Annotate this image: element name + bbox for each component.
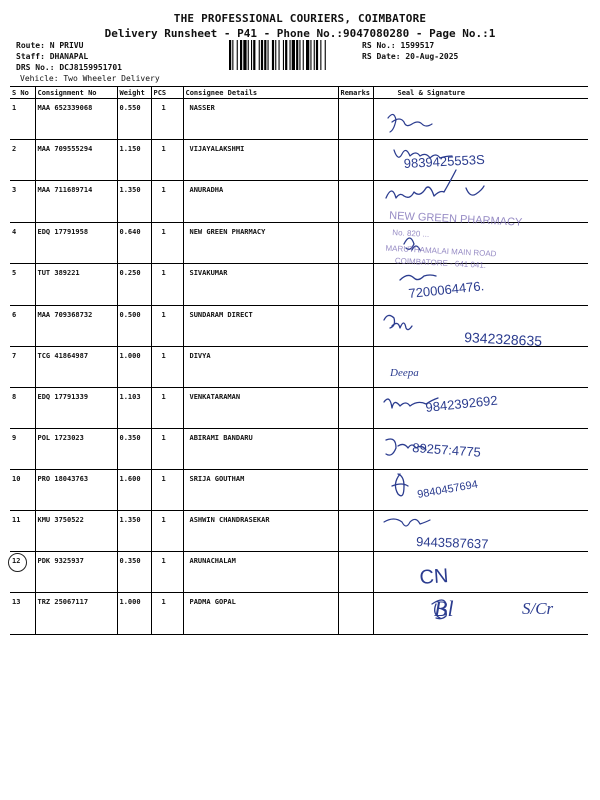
table-row — [10, 99, 588, 140]
cell-weight: 1.000 — [117, 347, 151, 388]
table-row — [10, 223, 588, 264]
barcode-bar — [303, 40, 304, 70]
circled-row-mark — [8, 553, 27, 572]
stamp-line-2: No. 820 ... — [392, 227, 430, 239]
cell-consignee: ARUNACHALAM — [183, 552, 338, 593]
cell-sno: 12 — [10, 552, 35, 593]
cell-sno: 1 — [10, 99, 35, 140]
table-row — [10, 511, 588, 552]
cell-consignment-no: EDQ 17791958 — [35, 223, 117, 264]
cell-remarks — [338, 181, 373, 223]
signature-phone-2: 9839425553S — [403, 151, 486, 171]
cell-consignment-no: MAA 652339068 — [35, 99, 117, 140]
barcode-bar — [325, 40, 326, 70]
cell-remarks — [338, 470, 373, 511]
cell-consignee: DIVYA — [183, 347, 338, 388]
cell-sno: 13 — [10, 593, 35, 635]
cell-weight: 0.250 — [117, 264, 151, 306]
runsheet-subtitle: Delivery Runsheet - P41 - Phone No.:9047080280 - Page No.:1 — [104, 27, 496, 40]
cell-pcs: 1 — [151, 264, 183, 306]
rs-date: RS Date: 20-Aug-2025 — [362, 52, 459, 61]
cell-seal-signature — [373, 388, 588, 429]
cell-consignment-no: TCG 41864987 — [35, 347, 117, 388]
cell-consignee: ASHWIN CHANDRASEKAR — [183, 511, 338, 552]
cell-consignment-no: TUT 389221 — [35, 264, 117, 306]
cell-consignment-no: MAA 709368732 — [35, 306, 117, 347]
barcode-bar — [264, 40, 266, 70]
cell-sno: 7 — [10, 347, 35, 388]
cell-sno: 2 — [10, 140, 35, 181]
cell-remarks — [338, 347, 373, 388]
cell-sno: 8 — [10, 388, 35, 429]
route-label: Route: N PRIVU — [16, 41, 84, 50]
column-header-seal-signature: Seal & Signature — [373, 87, 588, 99]
barcode-bar — [310, 40, 311, 70]
cell-seal-signature — [373, 552, 588, 593]
stamp-line-1: NEW GREEN PHARMACY — [388, 209, 523, 229]
barcode-bar — [316, 40, 318, 70]
cell-pcs: 1 — [151, 470, 183, 511]
cell-consignee: VIJAYALAKSHMI — [183, 140, 338, 181]
table-row — [10, 140, 588, 181]
cell-consignment-no: MAA 711689714 — [35, 181, 117, 223]
cell-remarks — [338, 306, 373, 347]
barcode-bar — [275, 40, 276, 70]
cell-pcs: 1 — [151, 552, 183, 593]
signature-phone-8: 9842392692 — [424, 392, 499, 415]
table-row — [10, 306, 588, 347]
barcode-bar — [232, 40, 233, 70]
cell-consignment-no: PRO 18043763 — [35, 470, 117, 511]
table-row — [10, 593, 588, 635]
cell-weight: 1.150 — [117, 140, 151, 181]
table-row — [10, 347, 588, 388]
cell-consignment-no: POL 1723023 — [35, 429, 117, 470]
column-header-consignee: Consignee Details — [183, 87, 338, 99]
table-row — [10, 388, 588, 429]
cell-consignment-no: PDK 9325937 — [35, 552, 117, 593]
cell-sno: 9 — [10, 429, 35, 470]
cell-remarks — [338, 140, 373, 181]
cell-sno: 10 — [10, 470, 35, 511]
barcode-bar — [283, 40, 284, 70]
cell-weight: 1.350 — [117, 181, 151, 223]
barcode-bar — [272, 40, 274, 70]
cell-sno: 3 — [10, 181, 35, 223]
barcode-bar — [259, 40, 260, 70]
cell-seal-signature — [373, 181, 588, 223]
table-row — [10, 264, 588, 306]
barcode-bar — [237, 40, 238, 70]
cell-seal-signature — [373, 347, 588, 388]
signature-phone-10: 9840457694 — [416, 478, 479, 501]
cell-weight: 1.103 — [117, 388, 151, 429]
cell-weight: 0.640 — [117, 223, 151, 264]
table-row — [10, 552, 588, 593]
cell-weight: 1.350 — [117, 511, 151, 552]
barcode-bar — [299, 40, 300, 70]
barcode-bar — [251, 40, 252, 70]
barcode-bar — [261, 40, 263, 70]
table-row — [10, 470, 588, 511]
cell-seal-signature — [373, 306, 588, 350]
cell-pcs: 1 — [151, 140, 183, 181]
cell-pcs: 1 — [151, 99, 183, 140]
cell-pcs: 1 — [151, 511, 183, 552]
cell-seal-signature — [373, 593, 588, 635]
cell-consignee: SRIJA GOUTHAM — [183, 470, 338, 511]
cell-consignee: NASSER — [183, 99, 338, 140]
cell-consignment-no: EDQ 17791339 — [35, 388, 117, 429]
cell-weight: 0.350 — [117, 552, 151, 593]
cell-weight: 1.000 — [117, 593, 151, 635]
cell-consignee: NEW GREEN PHARMACY — [183, 223, 338, 264]
cell-seal-signature — [373, 511, 588, 552]
cell-weight: 0.500 — [117, 306, 151, 347]
cell-remarks — [338, 593, 373, 635]
cell-consignee: ANURADHA — [183, 181, 338, 223]
column-header-pcs: PCS — [151, 87, 183, 99]
table-header-row — [10, 87, 588, 99]
table-row — [10, 429, 588, 470]
barcode-bar — [229, 40, 231, 70]
staff-label: Staff: DHANAPAL — [16, 52, 89, 61]
barcode-bar — [290, 40, 291, 70]
signature-initials-12: CN — [418, 565, 450, 589]
cell-seal-signature — [373, 470, 588, 511]
stamp-line-3: MARUTHAMALAI MAIN ROAD — [385, 243, 497, 259]
column-header-remarks: Remarks — [338, 87, 373, 99]
signature-phone-5: 7200064476. — [407, 278, 485, 301]
barcode-bar — [285, 40, 287, 70]
cell-remarks — [338, 223, 373, 264]
cell-remarks — [338, 552, 373, 593]
cell-remarks — [338, 264, 373, 306]
column-header-weight: Weight — [117, 87, 151, 99]
cell-pcs: 1 — [151, 429, 183, 470]
cell-consignee: VENKATARAMAN — [183, 388, 338, 429]
cell-sno: 6 — [10, 306, 35, 347]
cell-pcs: 1 — [151, 388, 183, 429]
runsheet-table — [10, 86, 588, 635]
cell-weight: 1.600 — [117, 470, 151, 511]
barcode-bar — [314, 40, 315, 70]
barcode-bar — [320, 40, 321, 70]
cell-remarks — [338, 388, 373, 429]
barcode-bar — [253, 40, 255, 70]
signature-phone-11: 9443587637 — [415, 534, 489, 552]
column-header-sno: S No — [10, 87, 35, 99]
cell-consignee: SIVAKUMAR — [183, 264, 338, 306]
signature-initials-13: Bl — [434, 596, 454, 621]
signature-phone-9: 89257:4775 — [411, 440, 482, 460]
cell-consignee: ABIRAMI BANDARU — [183, 429, 338, 470]
cell-pcs: 1 — [151, 593, 183, 635]
barcode — [229, 40, 359, 70]
company-title: THE PROFESSIONAL COURIERS, COIMBATORE — [173, 12, 427, 25]
cell-seal-signature — [373, 264, 588, 306]
cell-seal-signature — [373, 223, 588, 264]
cell-pcs: 1 — [151, 181, 183, 223]
drs-number: DRS No.: DCJ8159951701 — [16, 63, 122, 72]
barcode-bar — [279, 40, 280, 70]
cell-remarks — [338, 429, 373, 470]
barcode-bar — [268, 40, 269, 70]
cell-sno: 4 — [10, 223, 35, 264]
barcode-bar — [292, 40, 295, 70]
cell-sno: 5 — [10, 264, 35, 306]
cell-consignment-no: MAA 709555294 — [35, 140, 117, 181]
cell-consignment-no: TRZ 25067117 — [35, 593, 117, 635]
cell-weight: 0.350 — [117, 429, 151, 470]
signature-phone-6: 9342328635 — [463, 329, 543, 350]
vehicle-label: Vehicle: Two Wheeler Delivery — [20, 74, 160, 83]
cell-consignee: SUNDARAM DIRECT — [183, 306, 338, 347]
stamp-line-4: COIMBATORE - 641 041. — [394, 256, 487, 270]
barcode-bar — [306, 40, 309, 70]
cell-pcs: 1 — [151, 223, 183, 264]
cell-remarks — [338, 99, 373, 140]
signature-name-7: Deepa — [390, 367, 419, 379]
table-row — [10, 181, 588, 223]
cell-seal-signature — [373, 99, 588, 140]
barcode-bar — [243, 40, 246, 70]
barcode-bar — [240, 40, 242, 70]
signature-note-13: S/Cr — [522, 599, 554, 618]
rs-number: RS No.: 1599517 — [362, 41, 435, 50]
cell-seal-signature — [373, 140, 588, 181]
cell-remarks — [338, 511, 373, 552]
cell-sno: 11 — [10, 511, 35, 552]
column-header-consignment: Consignment No — [35, 87, 117, 99]
cell-consignee: PADMA GOPAL — [183, 593, 338, 635]
cell-seal-signature — [373, 429, 588, 470]
cell-consignment-no: KMU 3750522 — [35, 511, 117, 552]
cell-weight: 0.550 — [117, 99, 151, 140]
cell-pcs: 1 — [151, 306, 183, 347]
barcode-bar — [296, 40, 298, 70]
barcode-bar — [248, 40, 249, 70]
cell-pcs: 1 — [151, 347, 183, 388]
